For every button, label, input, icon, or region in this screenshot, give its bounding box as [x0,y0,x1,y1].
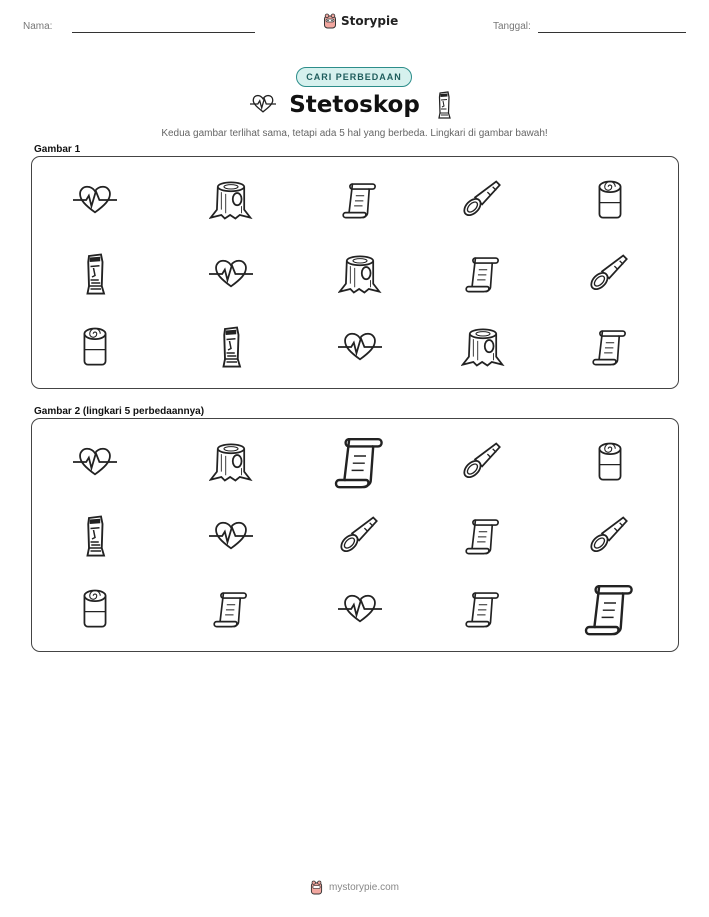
picture2-panel[interactable] [31,418,679,652]
page-title: Stetoskop [289,92,420,118]
date-field[interactable] [538,32,686,33]
picture1-paper-roll-icon[interactable] [65,317,125,377]
picture1-tree-stump-icon[interactable] [330,244,390,304]
picture1-horn-icon[interactable] [453,170,513,230]
picture1-heartbeat-icon[interactable] [201,244,261,304]
picture2-scroll-icon[interactable] [580,579,640,639]
picture2-heartbeat-icon[interactable] [330,579,390,639]
mascot-icon [310,880,323,895]
picture1-panel [31,156,679,389]
moai-statue-icon [434,90,454,125]
picture2-label: Gambar 2 (lingkari 5 perbedaannya) [34,406,205,417]
name-label: Nama: [23,21,53,32]
picture2-heartbeat-icon[interactable] [201,506,261,566]
picture2-heartbeat-icon[interactable] [65,432,125,492]
picture2-paper-roll-icon[interactable] [580,432,640,492]
picture1-moai-icon[interactable] [201,317,261,377]
date-label: Tanggal: [493,21,531,32]
title-row [0,90,709,124]
picture2-paper-roll-icon[interactable] [65,579,125,639]
picture2-horn-icon[interactable] [453,432,513,492]
picture1-moai-icon[interactable] [65,244,125,304]
brand-logo [323,13,398,29]
brand-name: Storypie [341,14,399,28]
instructions: Kedua gambar terlihat sama, tetapi ada 5 hal yang berbeda. Lingkari di gambar bawah! [161,128,548,139]
footer [0,880,709,895]
picture1-label: Gambar 1 [34,144,81,155]
picture1-tree-stump-icon[interactable] [201,170,261,230]
footer-url[interactable]: mystorypie.com [328,882,399,893]
picture2-scroll-icon[interactable] [201,579,261,639]
picture2-scroll-icon[interactable] [453,506,513,566]
picture1-heartbeat-icon[interactable] [330,317,390,377]
picture2-horn-icon[interactable] [330,506,390,566]
picture1-scroll-icon[interactable] [330,170,390,230]
picture2-tree-stump-icon[interactable] [201,432,261,492]
picture2-scroll-icon[interactable] [453,579,513,639]
picture1-scroll-icon[interactable] [453,244,513,304]
picture1-paper-roll-icon[interactable] [580,170,640,230]
picture2-horn-icon[interactable] [580,506,640,566]
picture1-horn-icon[interactable] [580,244,640,304]
picture1-scroll-icon[interactable] [580,317,640,377]
picture1-heartbeat-icon[interactable] [65,170,125,230]
picture2-scroll-icon[interactable] [330,432,390,492]
worksheet-type-badge: CARI PERBEDAAN [296,67,412,87]
name-field[interactable] [72,32,255,33]
mascot-icon [323,13,337,29]
picture2-moai-icon[interactable] [65,506,125,566]
picture1-tree-stump-icon[interactable] [453,317,513,377]
